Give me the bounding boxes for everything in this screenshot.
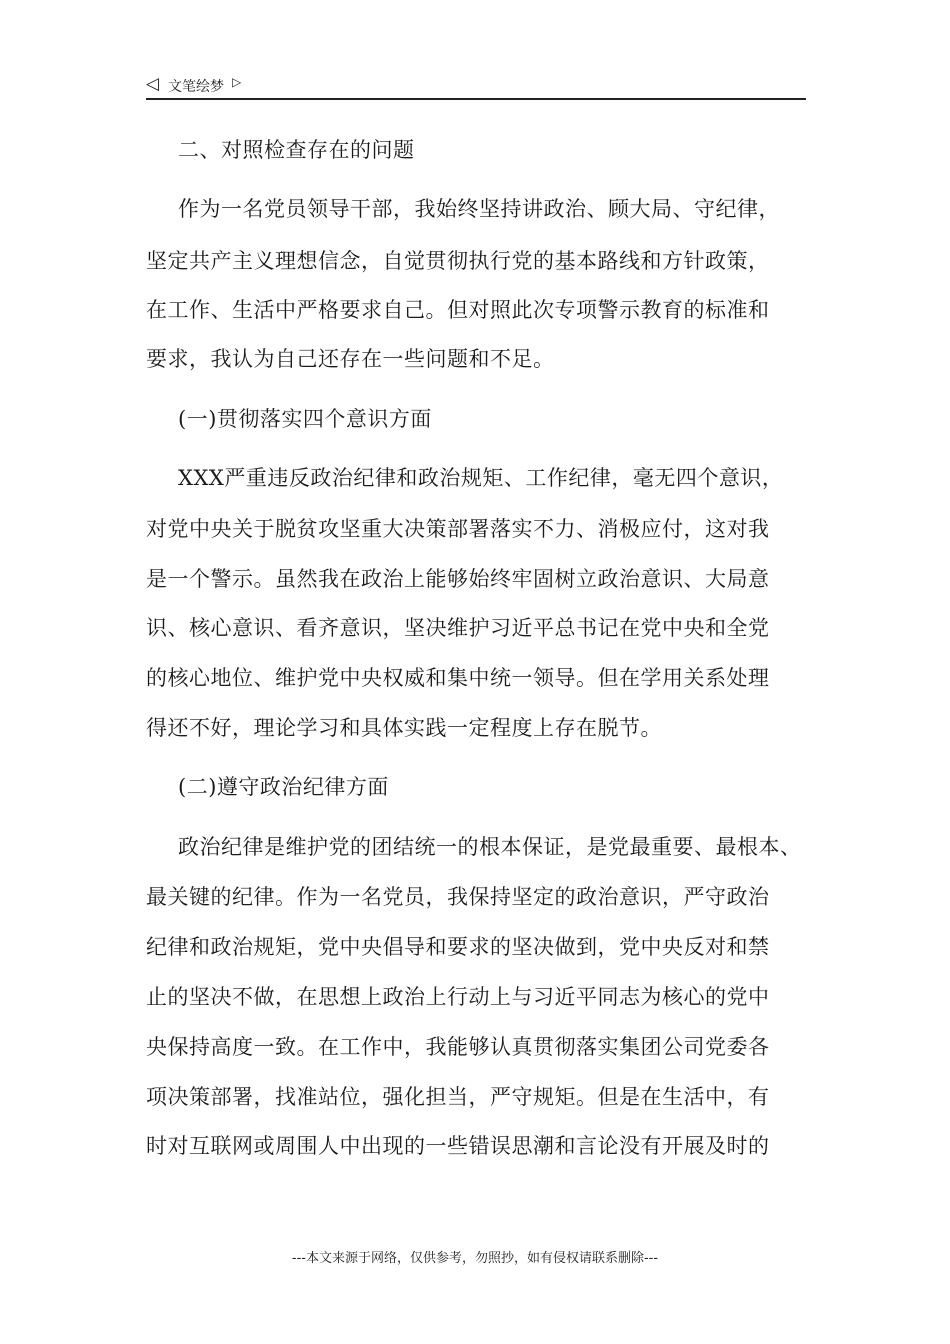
paragraph-line: 时对互联网或周围人中出现的一些错误思潮和言论没有开展及时的 [146,1134,770,1158]
paragraph-line: 对党中央关于脱贫攻坚重大决策部署落实不力、消极应付，这对我 [146,517,770,541]
paragraph-line: 止的坚决不做，在思想上政治上行动上与习近平同志为核心的党中 [146,985,770,1009]
paragraph-line: 在工作、生活中严格要求自己。但对照此次专项警示教育的标准和 [146,298,770,322]
paragraph-line: 要求，我认为自己还存在一些问题和不足。 [146,347,555,371]
paragraph-line: 得还不好，理论学习和具体实践一定程度上存在脱节。 [146,716,662,740]
paragraph-line: 最关键的纪律。作为一名党员，我保持坚定的政治意识，严守政治 [146,885,770,909]
paragraph-line: 作为一名党员领导干部，我始终坚持讲政治、顾大局、守纪律， [178,197,780,221]
paragraph-line: 的核心地位、维护党中央权威和集中统一领导。但在学用关系处理 [146,666,770,690]
paragraph-line: 识、核心意识、看齐意识，坚决维护习近平总书记在党中央和全党 [146,616,770,640]
header-brand: 文笔绘梦 [168,79,224,95]
paragraph-line: 是一个警示。虽然我在政治上能够始终牢固树立政治意识、大局意 [146,567,770,591]
section-heading: 二、对照检查存在的问题 [178,138,415,162]
page-footer-disclaimer: ---本文来源于网络，仅供参考，勿照抄，如有侵权请联系删除--- [291,1251,659,1266]
subsection-heading: (一)贯彻落实四个意识方面 [178,407,432,431]
paragraph-line: 政治纪律是维护党的团结统一的根本保证，是党最重要、最根本、 [178,835,802,859]
right-triangle-icon: ▷ [232,75,242,89]
page-header [146,72,806,100]
paragraph-line: 纪律和政治规矩，党中央倡导和要求的坚决做到，党中央反对和禁 [146,935,770,959]
paragraph-line: 坚定共产主义理想信念，自觉贯彻执行党的基本路线和方针政策， [146,249,770,273]
paragraph-line: XXX严重违反政治纪律和政治规矩、工作纪律，毫无四个意识， [178,466,784,490]
paragraph-line: 项决策部署，找准站位，强化担当，严守规矩。但是在生活中，有 [146,1085,770,1109]
paragraph-line: 央保持高度一致。在工作中，我能够认真贯彻落实集团公司党委各 [146,1035,770,1059]
subsection-heading: (二)遵守政治纪律方面 [178,775,389,799]
left-triangle-icon: ◁ [146,74,160,94]
